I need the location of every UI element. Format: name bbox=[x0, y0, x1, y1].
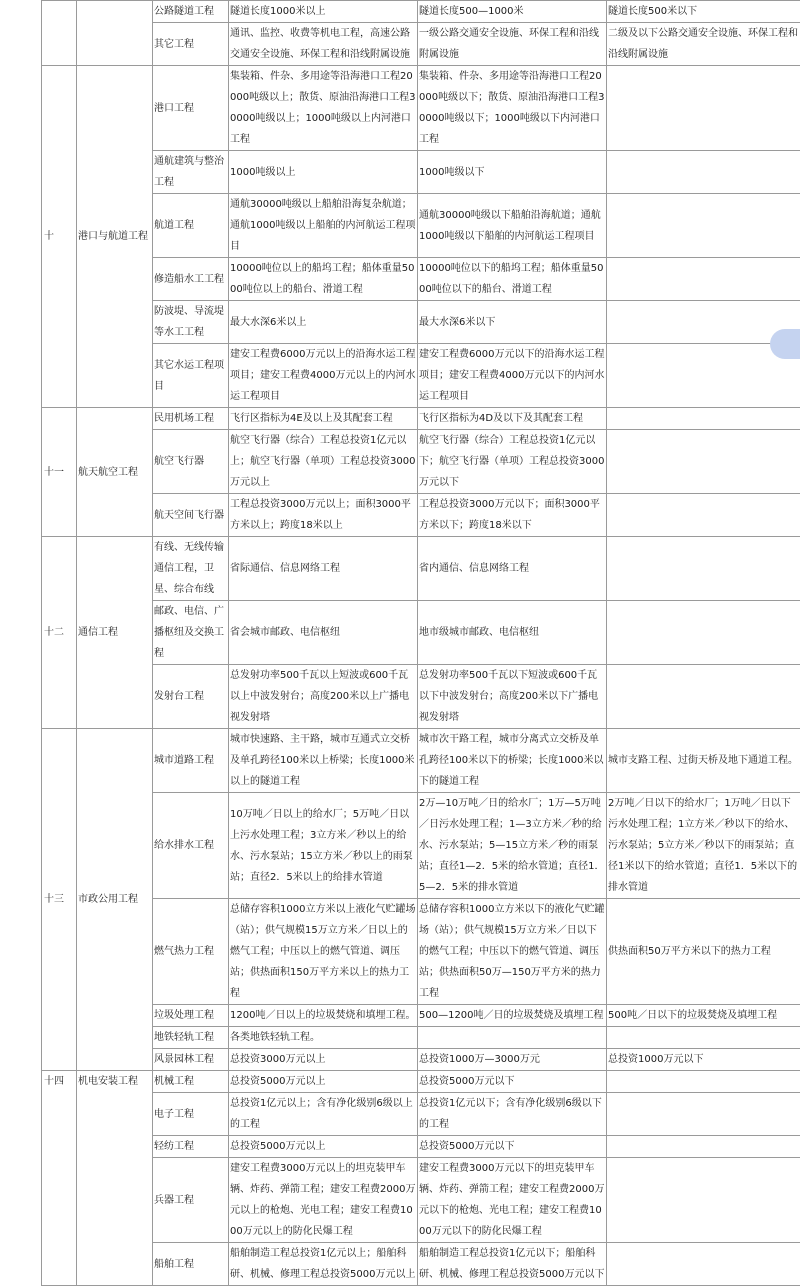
project-name: 船舶工程 bbox=[153, 1243, 229, 1286]
small-scale bbox=[607, 258, 800, 301]
small-scale bbox=[607, 1027, 800, 1049]
table-row bbox=[42, 665, 800, 729]
project-name: 港口工程 bbox=[153, 66, 229, 151]
project-name: 其它水运工程项目 bbox=[153, 344, 229, 408]
group-number: 十一 bbox=[42, 408, 77, 537]
group-number: 十四 bbox=[42, 1071, 77, 1286]
large-scale: 总投资1亿元以上；含有净化级别6级以上的工程 bbox=[229, 1093, 418, 1136]
medium-scale: 2万—10万吨／日的给水厂；1万—5万吨／日污水处理工程；1—3立方米／秒的给水、污水泵站；5—15立方米／秒的雨泵站；直径1—2．5米的给水管道；直径1．5—2．5米的排水管道 bbox=[418, 793, 607, 899]
project-name: 航天空间飞行器 bbox=[153, 494, 229, 537]
medium-scale: 通航30000吨级以下船舶沿海航道；通航1000吨级以下船舶的内河航运工程项目 bbox=[418, 194, 607, 258]
large-scale: 10万吨／日以上的给水厂；5万吨／日以上污水处理工程；3立方米／秒以上的给水、污水泵站；15立方米／秒以上的雨泵站；直径2．5米以上的给排水管道 bbox=[229, 793, 418, 899]
project-name: 电子工程 bbox=[153, 1093, 229, 1136]
project-name: 邮政、电信、广播枢纽及交换工程 bbox=[153, 601, 229, 665]
medium-scale: 飞行区指标为4D及以下及其配套工程 bbox=[418, 408, 607, 430]
small-scale bbox=[607, 1093, 800, 1136]
project-name: 修造船水工工程 bbox=[153, 258, 229, 301]
table-row bbox=[42, 1093, 800, 1136]
medium-scale: 总储存容积1000立方米以下的液化气贮罐场（站）；供气规模15万立方米／日以下的燃气工程；中压以下的燃气管道、调压站；供热面积50万—150万平方米的热力工程 bbox=[418, 899, 607, 1005]
table-row bbox=[42, 66, 800, 151]
large-scale: 总投资3000万元以上 bbox=[229, 1049, 418, 1071]
project-name: 有线、无线传输通信工程，卫星、综合布线 bbox=[153, 537, 229, 601]
table-row bbox=[42, 301, 800, 344]
large-scale: 船舶制造工程总投资1亿元以上；船舶科研、机械、修理工程总投资5000万元以上 bbox=[229, 1243, 418, 1286]
large-scale: 总储存容积1000立方米以上液化气贮罐场（站）；供气规模15万立方米／日以上的燃气工程；中压以上的燃气管道、调压站；供热面积150万平方米以上的热力工程 bbox=[229, 899, 418, 1005]
engineering-scale-table bbox=[41, 0, 800, 1286]
table-row bbox=[42, 1071, 800, 1093]
large-scale: 各类地铁轻轨工程。 bbox=[229, 1027, 418, 1049]
table-row bbox=[42, 793, 800, 899]
table-row bbox=[42, 1027, 800, 1049]
large-scale: 总投资5000万元以上 bbox=[229, 1071, 418, 1093]
small-scale bbox=[607, 344, 800, 408]
medium-scale: 工程总投资3000万元以下；面积3000平方米以下；跨度18米以下 bbox=[418, 494, 607, 537]
project-name: 城市道路工程 bbox=[153, 729, 229, 793]
large-scale: 工程总投资3000万元以上；面积3000平方米以上；跨度18米以上 bbox=[229, 494, 418, 537]
large-scale: 通航30000吨级以上船舶沿海复杂航道；通航1000吨级以上船舶的内河航运工程项目 bbox=[229, 194, 418, 258]
small-scale bbox=[607, 194, 800, 258]
large-scale: 城市快速路、主干路，城市互通式立交桥及单孔跨径100米以上桥梁；长度1000米以上的隧道工程 bbox=[229, 729, 418, 793]
large-scale: 省会城市邮政、电信枢纽 bbox=[229, 601, 418, 665]
project-name: 燃气热力工程 bbox=[153, 899, 229, 1005]
project-name: 民用机场工程 bbox=[153, 408, 229, 430]
medium-scale: 总投资1亿元以下；含有净化级别6级以下的工程 bbox=[418, 1093, 607, 1136]
large-scale: 10000吨位以上的船坞工程；船体重量5000吨位以上的船台、滑道工程 bbox=[229, 258, 418, 301]
medium-scale: 城市次干路工程，城市分离式立交桥及单孔跨径100米以下的桥梁；长度1000米以下的隧道工程 bbox=[418, 729, 607, 793]
medium-scale: 总投资5000万元以下 bbox=[418, 1136, 607, 1158]
small-scale bbox=[607, 1158, 800, 1243]
project-name: 其它工程 bbox=[153, 23, 229, 66]
table-row bbox=[42, 430, 800, 494]
category-cell bbox=[77, 1, 153, 66]
project-name: 轻纺工程 bbox=[153, 1136, 229, 1158]
medium-scale: 1000吨级以下 bbox=[418, 151, 607, 194]
table-row bbox=[42, 1, 800, 23]
table-row bbox=[42, 729, 800, 793]
large-scale: 隧道长度1000米以上 bbox=[229, 1, 418, 23]
small-scale bbox=[607, 1243, 800, 1286]
large-scale: 1200吨／日以上的垃圾焚烧和填埋工程。 bbox=[229, 1005, 418, 1027]
small-scale: 供热面积50万平方米以下的热力工程 bbox=[607, 899, 800, 1005]
small-scale bbox=[607, 408, 800, 430]
project-name: 航空飞行器 bbox=[153, 430, 229, 494]
project-name: 防波堤、导流堤等水工工程 bbox=[153, 301, 229, 344]
table-row bbox=[42, 1158, 800, 1243]
table-row bbox=[42, 1243, 800, 1286]
medium-scale: 建安工程费6000万元以下的沿海水运工程项目；建安工程费4000万元以下的内河水运工程项目 bbox=[418, 344, 607, 408]
category-name: 市政公用工程 bbox=[77, 729, 153, 1071]
medium-scale: 地市级城市邮政、电信枢纽 bbox=[418, 601, 607, 665]
table-row bbox=[42, 494, 800, 537]
group-number: 十三 bbox=[42, 729, 77, 1071]
medium-scale: 航空飞行器（综合）工程总投资1亿元以下；航空飞行器（单项）工程总投资3000万元以下 bbox=[418, 430, 607, 494]
large-scale: 省际通信、信息网络工程 bbox=[229, 537, 418, 601]
table-row bbox=[42, 194, 800, 258]
table-row bbox=[42, 1049, 800, 1071]
category-name: 通信工程 bbox=[77, 537, 153, 729]
medium-scale: 总投资5000万元以下 bbox=[418, 1071, 607, 1093]
small-scale bbox=[607, 151, 800, 194]
table-row bbox=[42, 1005, 800, 1027]
small-scale bbox=[607, 430, 800, 494]
project-name: 公路隧道工程 bbox=[153, 1, 229, 23]
small-scale bbox=[607, 665, 800, 729]
medium-scale: 一级公路交通安全设施、环保工程和沿线附属设施 bbox=[418, 23, 607, 66]
table-row bbox=[42, 151, 800, 194]
small-scale bbox=[607, 601, 800, 665]
table-row bbox=[42, 537, 800, 601]
table-row bbox=[42, 1136, 800, 1158]
large-scale: 航空飞行器（综合）工程总投资1亿元以上；航空飞行器（单项）工程总投资3000万元以上 bbox=[229, 430, 418, 494]
project-name: 风景园林工程 bbox=[153, 1049, 229, 1071]
medium-scale: 总投资1000万—3000万元 bbox=[418, 1049, 607, 1071]
group-number: 十 bbox=[42, 66, 77, 408]
small-scale: 城市支路工程、过街天桥及地下通道工程。 bbox=[607, 729, 800, 793]
project-name: 机械工程 bbox=[153, 1071, 229, 1093]
large-scale: 最大水深6米以上 bbox=[229, 301, 418, 344]
project-name: 地铁轻轨工程 bbox=[153, 1027, 229, 1049]
medium-scale: 500—1200吨／日的垃圾焚烧及填埋工程 bbox=[418, 1005, 607, 1027]
medium-scale: 总发射功率500千瓦以下短波或600千瓦以下中波发射台；高度200米以下广播电视发射塔 bbox=[418, 665, 607, 729]
large-scale: 通讯、监控、收费等机电工程，高速公路交通安全设施、环保工程和沿线附属设施 bbox=[229, 23, 418, 66]
category-name: 港口与航道工程 bbox=[77, 66, 153, 408]
small-scale bbox=[607, 1136, 800, 1158]
project-name: 发射台工程 bbox=[153, 665, 229, 729]
small-scale: 500吨／日以下的垃圾焚烧及填埋工程 bbox=[607, 1005, 800, 1027]
table-row bbox=[42, 344, 800, 408]
category-name: 航天航空工程 bbox=[77, 408, 153, 537]
medium-scale: 船舶制造工程总投资1亿元以下；船舶科研、机械、修理工程总投资5000万元以下 bbox=[418, 1243, 607, 1286]
group-number: 十二 bbox=[42, 537, 77, 729]
project-name: 给水排水工程 bbox=[153, 793, 229, 899]
table-row bbox=[42, 23, 800, 66]
small-scale bbox=[607, 494, 800, 537]
medium-scale: 隧道长度500—1000米 bbox=[418, 1, 607, 23]
medium-scale: 集装箱、件杂、多用途等沿海港口工程20000吨级以下；散货、原油沿海港口工程30000吨级以下；1000吨级以下内河港口工程 bbox=[418, 66, 607, 151]
table-row bbox=[42, 601, 800, 665]
medium-scale: 建安工程费3000万元以下的坦克装甲车辆、炸药、弹箭工程；建安工程费2000万元以下的枪炮、光电工程；建安工程费1000万元以下的防化民爆工程 bbox=[418, 1158, 607, 1243]
table-row bbox=[42, 899, 800, 1005]
large-scale: 总投资5000万元以上 bbox=[229, 1136, 418, 1158]
large-scale: 1000吨级以上 bbox=[229, 151, 418, 194]
medium-scale: 省内通信、信息网络工程 bbox=[418, 537, 607, 601]
small-scale: 总投资1000万元以下 bbox=[607, 1049, 800, 1071]
large-scale: 集装箱、件杂、多用途等沿海港口工程20000吨级以上；散货、原油沿海港口工程30000吨级以上；1000吨级以上内河港口工程 bbox=[229, 66, 418, 151]
large-scale: 总发射功率500千瓦以上短波或600千瓦以上中波发射台；高度200米以上广播电视发射塔 bbox=[229, 665, 418, 729]
side-scroll-tab[interactable] bbox=[770, 329, 800, 359]
group-number-cell bbox=[42, 1, 77, 66]
small-scale: 2万吨／日以下的给水厂；1万吨／日以下污水处理工程；1立方米／秒以下的给水、污水泵站；5立方米／秒以下的雨泵站；直径1米以下的给水管道；直径1．5米以下的排水管道 bbox=[607, 793, 800, 899]
large-scale: 建安工程费6000万元以上的沿海水运工程项目；建安工程费4000万元以上的内河水运工程项目 bbox=[229, 344, 418, 408]
table-row bbox=[42, 408, 800, 430]
large-scale: 飞行区指标为4E及以上及其配套工程 bbox=[229, 408, 418, 430]
small-scale: 隧道长度500米以下 bbox=[607, 1, 800, 23]
medium-scale: 10000吨位以下的船坞工程；船体重量5000吨位以下的船台、滑道工程 bbox=[418, 258, 607, 301]
medium-scale: 最大水深6米以下 bbox=[418, 301, 607, 344]
project-name: 航道工程 bbox=[153, 194, 229, 258]
small-scale: 二级及以下公路交通安全设施、环保工程和沿线附属设施 bbox=[607, 23, 800, 66]
project-name: 垃圾处理工程 bbox=[153, 1005, 229, 1027]
small-scale bbox=[607, 66, 800, 151]
large-scale: 建安工程费3000万元以上的坦克装甲车辆、炸药、弹箭工程；建安工程费2000万元以上的枪炮、光电工程；建安工程费1000万元以上的防化民爆工程 bbox=[229, 1158, 418, 1243]
table-row bbox=[42, 258, 800, 301]
small-scale bbox=[607, 1071, 800, 1093]
project-name: 兵器工程 bbox=[153, 1158, 229, 1243]
small-scale bbox=[607, 537, 800, 601]
medium-scale bbox=[418, 1027, 607, 1049]
category-name: 机电安装工程 bbox=[77, 1071, 153, 1286]
project-name: 通航建筑与整治工程 bbox=[153, 151, 229, 194]
